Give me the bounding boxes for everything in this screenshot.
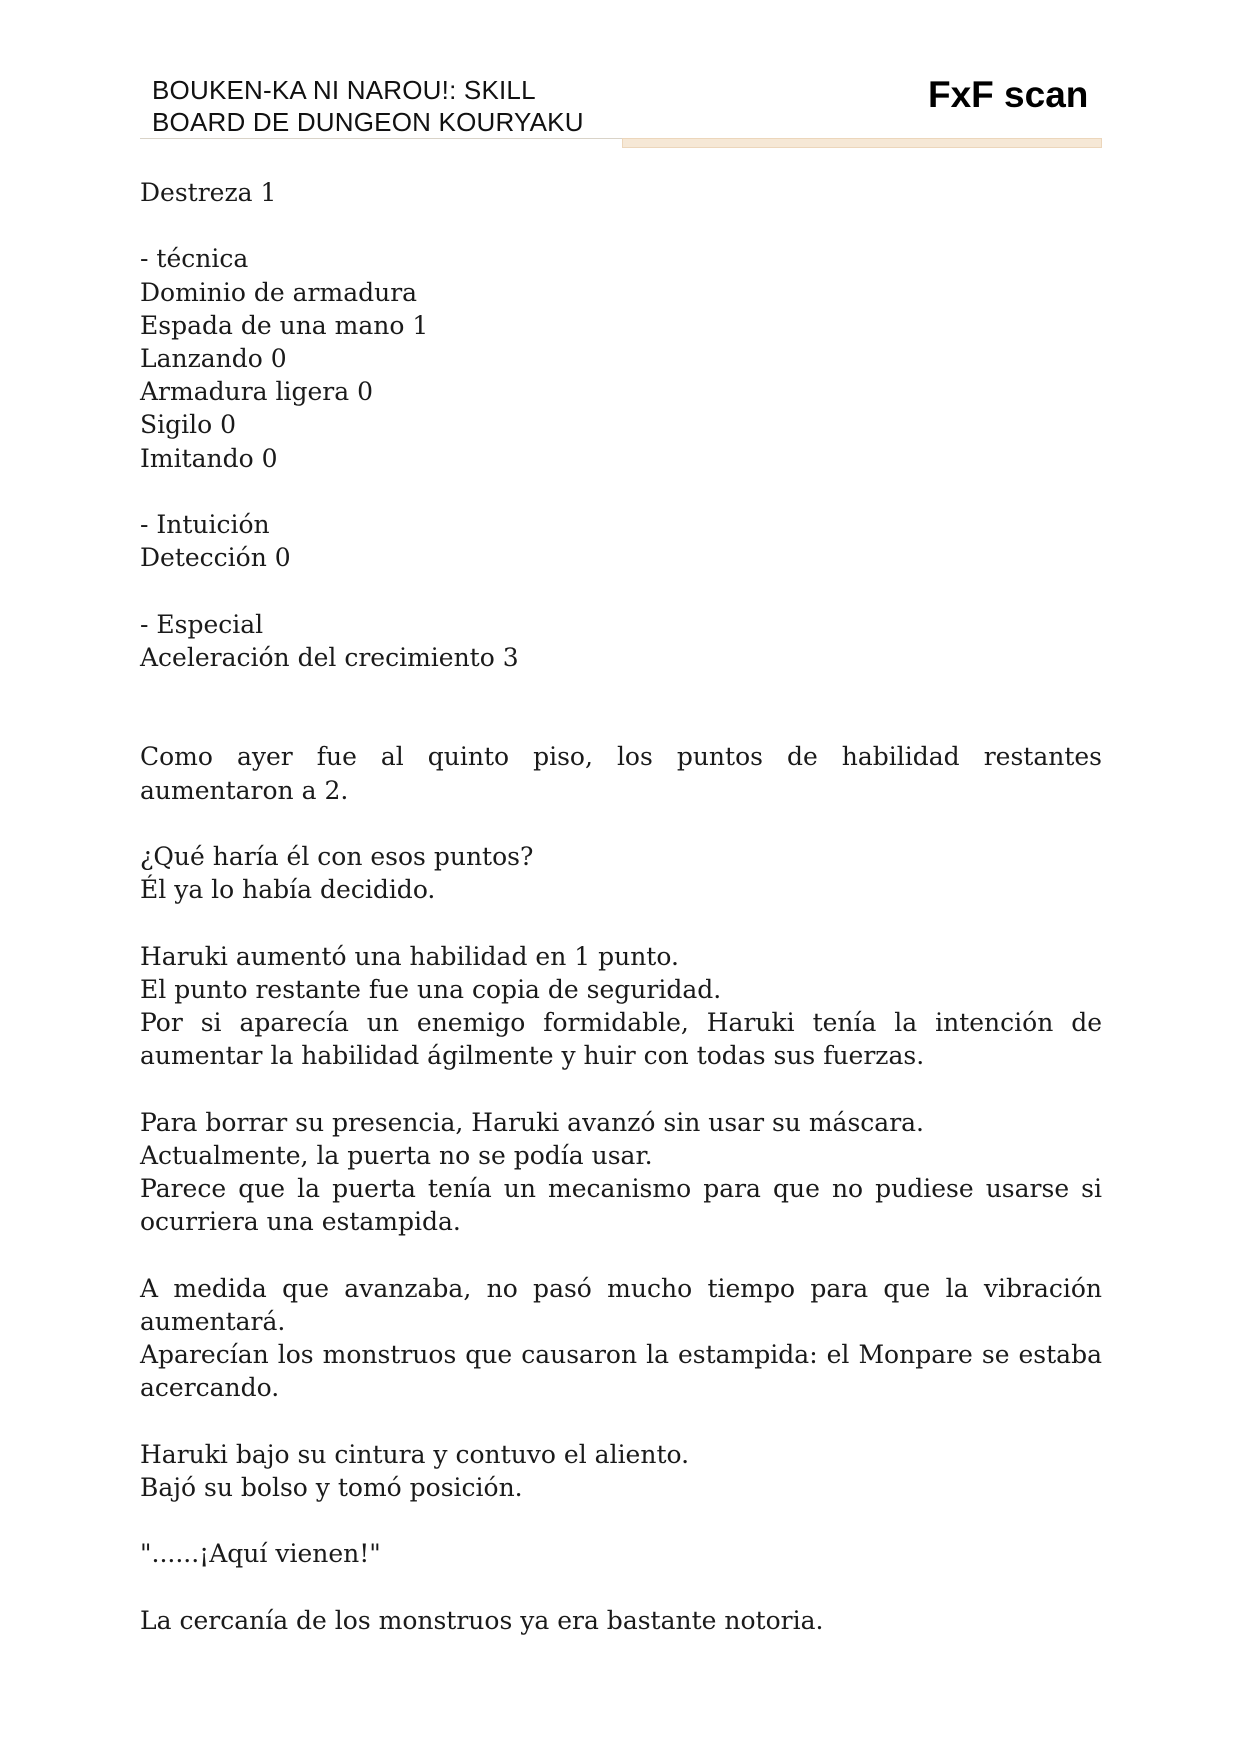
series-title-line-2: BOARD DE DUNGEON KOURYAKU bbox=[152, 107, 584, 137]
spacer bbox=[140, 674, 1102, 740]
scanlator-brand: FxF scan bbox=[928, 74, 1089, 115]
series-title bbox=[152, 74, 584, 138]
spacer bbox=[140, 906, 1102, 939]
stat-line: Destreza 1 bbox=[140, 178, 277, 207]
skill-line: Sigilo 0 bbox=[140, 410, 237, 440]
skill-line: Dominio de armadura bbox=[140, 277, 418, 307]
header-divider-bar bbox=[622, 138, 1102, 148]
spacer bbox=[140, 1570, 1102, 1603]
paragraph: Haruki bajo su cintura y contuvo el aliento. bbox=[140, 1439, 690, 1469]
paragraph: Haruki aumentó una habilidad en 1 punto. bbox=[140, 941, 679, 971]
skill-line: Armadura ligera 0 bbox=[140, 377, 374, 407]
paragraph: La cercanía de los monstruos ya era bastante notoria. bbox=[140, 1605, 824, 1635]
skill-line: Imitando 0 bbox=[140, 443, 278, 473]
spacer bbox=[140, 574, 1102, 607]
page-header bbox=[0, 0, 1241, 160]
header-divider-left bbox=[140, 138, 622, 139]
spacer bbox=[140, 1504, 1102, 1537]
paragraph: Bajó su bolso y tomó posición. bbox=[140, 1472, 523, 1502]
spacer bbox=[140, 1404, 1102, 1437]
paragraph: Actualmente, la puerta no se podía usar. bbox=[140, 1140, 653, 1170]
paragraph: A medida que avanzaba, no pasó mucho tiempo para que la vibración aumentará. bbox=[140, 1273, 1102, 1336]
skill-line: Detección 0 bbox=[140, 543, 291, 573]
section-heading: - Especial bbox=[140, 609, 264, 639]
paragraph: Por si aparecía un enemigo formidable, Haruki tenía la intención de aumentar la habilidad ágilmente y huir con todas sus fuerzas. bbox=[140, 1007, 1102, 1071]
skill-line: Lanzando 0 bbox=[140, 344, 287, 373]
paragraph: Como ayer fue al quinto piso, los puntos de habilidad restantes aumentaron a 2. bbox=[140, 742, 1102, 805]
paragraph: Él ya lo había decidido. bbox=[140, 875, 436, 905]
section-heading: - técnica bbox=[140, 244, 249, 274]
document-body bbox=[140, 176, 1102, 1637]
spacer bbox=[140, 475, 1102, 508]
dialogue-line: "......¡Aquí vienen!" bbox=[140, 1539, 381, 1569]
spacer bbox=[140, 1072, 1102, 1105]
paragraph: El punto restante fue una copia de seguridad. bbox=[140, 974, 722, 1004]
section-heading: - Intuición bbox=[140, 510, 270, 539]
paragraph: ¿Qué haría él con esos puntos? bbox=[140, 841, 534, 871]
spacer bbox=[140, 1238, 1102, 1271]
paragraph: Para borrar su presencia, Haruki avanzó sin usar su máscara. bbox=[140, 1107, 924, 1137]
spacer bbox=[140, 807, 1102, 840]
skill-line: Espada de una mano 1 bbox=[140, 310, 429, 340]
skill-line: Aceleración del crecimiento 3 bbox=[140, 642, 519, 672]
paragraph: Parece que la puerta tenía un mecanismo para que no pudiese usarse si ocurriera una estampida. bbox=[140, 1173, 1102, 1237]
spacer bbox=[140, 209, 1102, 242]
paragraph: Aparecían los monstruos que causaron la estampida: el Monpare se estaba acercando. bbox=[140, 1339, 1102, 1403]
series-title-line-1: BOUKEN-KA NI NAROU!: SKILL bbox=[152, 75, 536, 105]
